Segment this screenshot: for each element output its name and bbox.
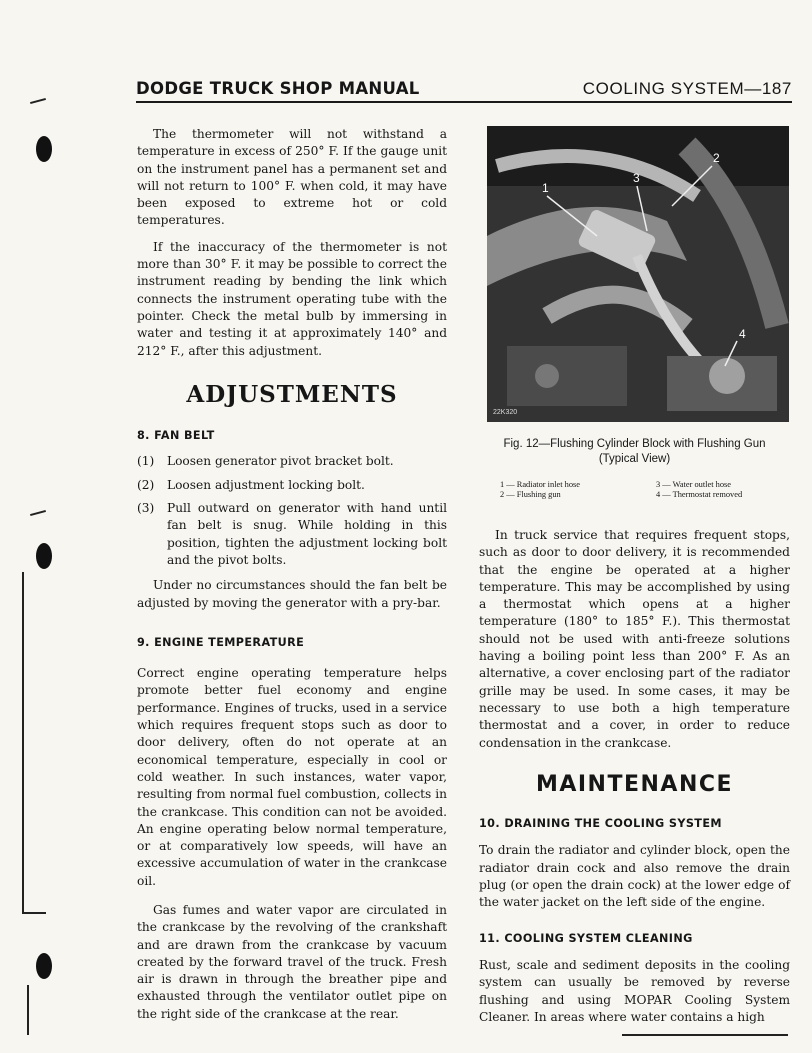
callout-3: 3 — [633, 171, 640, 185]
section-title-maintenance: MAINTENANCE — [535, 771, 734, 797]
section-title-adjustments: ADJUSTMENTS — [186, 380, 398, 408]
list-item — [137, 453, 447, 470]
callout-4: 4 — [739, 327, 746, 341]
figure-caption — [479, 437, 790, 467]
step-text: Pull outward on generator with hand until fan belt is snug. While holding in this position, tighten the adjustment locking bolt and the pivot bolts. — [167, 501, 447, 567]
flushing-gun-photo — [487, 126, 789, 422]
paragraph-crankcase-ventilation: Gas fumes and water vapor are circulated in the crankcase by the revolving of the crankshaft and are drawn from the crankcase by vacuum created by the forward travel of the truck. Fresh air is drawn in through the breather pipe and exhausted through the ventilator outlet pipe on the right side of the crankcase at the rear. — [137, 902, 447, 1021]
heading-engine-temperature: 9. ENGINE TEMPERATURE — [137, 635, 305, 649]
paragraph-engine-temperature: Correct engine operating temperature helps promote better fuel economy and engine performance. Engines of trucks, used in a service which requires frequent stops such as door to door delivery, often do not operate at an economical temperature, especially in cool or cold weather. In such instances, water vapor, resulting from normal fuel combustion, collects in the crankcase. This condition can not be avoided. An engine operating below normal temperature, or at comparatively low speeds, will have an excessive accumulation of water in the crankcase oil. — [137, 666, 447, 888]
binder-hole-top — [36, 136, 52, 162]
heading-draining: 10. DRAINING THE COOLING SYSTEM — [479, 817, 722, 831]
caption-subtitle: (Typical View) — [598, 453, 671, 465]
binder-hole-bottom — [36, 953, 52, 979]
margin-line — [22, 572, 24, 912]
margin-mark — [30, 510, 46, 516]
step-number: (3) — [137, 501, 155, 516]
legend-item: 2 — Flushing gun — [500, 489, 561, 499]
legend-item: 1 — Radiator inlet hose — [500, 480, 581, 489]
paragraph-thermometer-limit: The thermometer will not withstand a temperature in excess of 250° F. If the gauge unit on the instrument panel has a permanent set and will not return to 100° F. when cold, it may have been exposed to extreme hot or cold temperatures. — [137, 127, 447, 228]
heading-fan-belt: 8. FAN BELT — [137, 429, 215, 443]
caption-title: Fig. 12—Flushing Cylinder Block with Flushing Gun — [503, 438, 766, 450]
margin-mark — [22, 912, 46, 914]
legend-item: 3 — Water outlet hose — [656, 480, 731, 489]
list-item — [137, 500, 447, 569]
binder-hole-middle — [36, 543, 52, 569]
photo-code: 22K320 — [493, 409, 518, 416]
paragraph-draining: To drain the radiator and cylinder block, open the radiator drain cock and also remove the drain plug (or open the drain cock) at the lower edge of the water jacket on the left side of the engine. — [479, 843, 790, 910]
right-column — [479, 527, 790, 1026]
legend-item: 4 — Thermostat removed — [656, 489, 743, 499]
list-item — [137, 477, 447, 494]
step-number: (2) — [137, 477, 155, 492]
margin-line — [27, 985, 29, 1035]
paragraph-cleaning: Rust, scale and sediment deposits in the cooling system can usually be removed by reverse flushing and using MOPAR Cooling System Cleaner. In areas where water contains a high — [479, 957, 790, 1024]
manual-title: DODGE TRUCK SHOP MANUAL — [136, 79, 420, 98]
step-text: Loosen generator pivot bracket bolt. — [167, 454, 394, 469]
legend-right — [656, 480, 742, 499]
heading-cleaning: 11. COOLING SYSTEM CLEANING — [479, 931, 693, 945]
fan-belt-steps — [137, 453, 447, 569]
paragraph-thermometer-correction: If the inaccuracy of the thermometer is not more than 30° F. it may be possible to correct the instrument reading by bending the link which connects the instrument operating tube with the pointer. Check the metal bulb by immersing in water and testing it at approximately 140° and 212° F., after this adjustment. — [137, 239, 447, 358]
legend-left — [500, 480, 580, 499]
callout-1: 1 — [542, 181, 549, 195]
step-number: (1) — [137, 454, 155, 469]
left-column — [137, 126, 447, 1023]
callout-2: 2 — [713, 151, 720, 165]
bottom-rule — [622, 1034, 788, 1036]
paragraph-pry-bar-warning: Under no circumstances should the fan belt be adjusted by moving the generator with a pry-bar. — [137, 578, 447, 610]
figure-photo — [487, 126, 789, 422]
step-text: Loosen adjustment locking bolt. — [167, 477, 365, 492]
paragraph-high-temp-thermostat: In truck service that requires frequent stops, such as door to door delivery, it is recommended that the engine be operated at a higher temperature. This may be accomplished by using a thermostat which opens at a higher temperature (180° to 185° F.). This thermostat should not be used with anti-freeze solutions having a boiling point less than 200° F. As an alternative, a cover enclosing part of the radiator grille may be used. In some cases, it may be necessary to use both a high temperature thermostat and a cover, in order to reduce condensation in the crankcase. — [479, 528, 790, 750]
header-rule — [136, 101, 792, 103]
page-header — [136, 79, 792, 103]
section-page-label: COOLING SYSTEM—187 — [582, 79, 792, 98]
margin-mark — [30, 98, 46, 104]
